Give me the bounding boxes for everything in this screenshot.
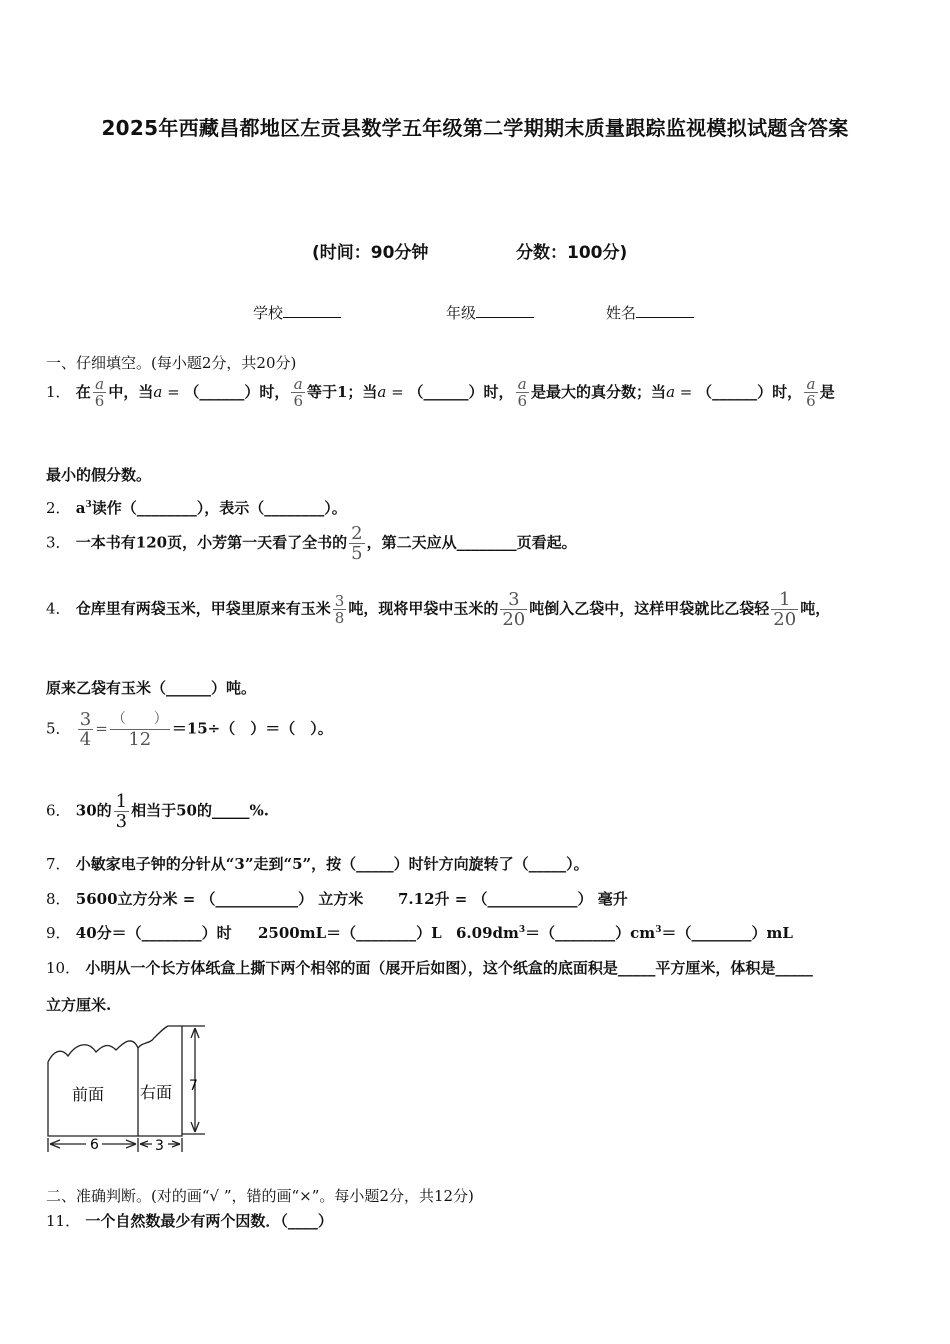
q6-text: 相当于50的_____%.	[131, 801, 269, 820]
q3-number: 3．	[46, 533, 71, 552]
q7-number: 7．	[46, 855, 71, 873]
q1-text: 等于1；当	[306, 383, 378, 401]
grade-blank[interactable]	[476, 305, 534, 318]
q11-text: 一个自然数最少有两个因数．（____）	[85, 1212, 333, 1230]
q10-line-2: 立方厘米.	[46, 996, 112, 1014]
q1-fraction-4: $\frac{a}{6}$	[806, 375, 816, 410]
exam-score: 分数：100分)	[516, 243, 628, 263]
q2-text: 读作（________），表示（________）。	[91, 499, 347, 517]
q4-text: 仓库里有两袋玉米，甲袋里原来有玉米	[75, 599, 331, 618]
question-2: 2． $a^3$读作（________），表示（________）。	[46, 499, 347, 517]
q1-text: 是最大的真分数；当	[531, 383, 667, 401]
grade-label: 年级	[446, 304, 477, 322]
q4-text: 吨，	[800, 599, 831, 618]
q10-text: 小明从一个长方体纸盒上撕下两个相邻的面（展开后如图），这个纸盒的底面积是_____平方厘米，体积是_____	[85, 959, 813, 977]
q10-figure	[40, 1020, 220, 1160]
q5-text: ＝15÷（ ）＝（ ）。	[171, 719, 333, 738]
dim-width-label: 6	[90, 1137, 99, 1153]
q8-part-2: 7.12升 = （____________） 毫升	[398, 890, 628, 908]
right-face-label: 右面	[140, 1083, 173, 1102]
name-field	[606, 302, 694, 323]
q5-fraction-1: $\frac{3}{4}$	[79, 709, 92, 750]
page-title: 2025年西藏昌都地区左贡县数学五年级第二学期期末质量跟踪监视模拟试题含答案	[101, 116, 849, 140]
q3-fraction: $\frac{2}{5}$	[351, 523, 363, 564]
q11-number: 11．	[46, 1212, 81, 1230]
q1-text: 在	[75, 383, 91, 401]
name-label: 姓名	[606, 304, 637, 322]
question-4	[46, 590, 830, 629]
q9-part-3: $6.09dm^3=(\_\_\_\_\_\_\_\_)cm^3=(\_\_\_\_\_\_\_\_)mL$	[456, 924, 793, 942]
q10-number: 10．	[46, 959, 81, 977]
q1-fraction-3: $\frac{a}{6}$	[517, 375, 528, 410]
exam-time: (时间：90分钟	[312, 243, 429, 263]
q3-text: 一本书有120页，小芳第一天看了全书的	[75, 533, 348, 552]
school-blank[interactable]	[283, 305, 341, 318]
q8-part-1: 5600立方分米 = （___________） 立方米	[75, 890, 364, 908]
q4-fraction-3: $\frac{1}{20}$	[773, 589, 797, 630]
q6-number: 6．	[46, 801, 71, 820]
grade-field	[446, 302, 534, 323]
q1-line-2: 最小的假分数。	[46, 466, 152, 484]
q3-text: ，第二天应从________页看起。	[366, 533, 577, 552]
q9-part-2: 2500mL＝（________）L	[258, 924, 442, 942]
q2-number: 2．	[46, 499, 71, 517]
dim-height-label: 7	[189, 1078, 198, 1094]
section-1-heading: 一、仔细填空。(每小题2分，共20分)	[46, 354, 297, 372]
q1-text: 中，当	[108, 383, 154, 401]
q5-number: 5．	[46, 719, 71, 738]
q5-fraction-2[interactable]: $\frac{( )}{12}$	[111, 711, 168, 750]
school-label: 学校	[253, 304, 284, 322]
q1-text: 是	[819, 383, 835, 401]
q4-number: 4．	[46, 599, 71, 618]
question-7	[46, 853, 589, 874]
q8-number: 8．	[46, 890, 71, 908]
question-6	[46, 792, 269, 831]
q7-text: 小敏家电子钟的分针从“3”走到“5”，按（_____）时针方向旋转了（_____）。	[75, 855, 589, 873]
question-10	[46, 957, 813, 978]
q1-blank-1[interactable]: （______）时，	[184, 383, 290, 401]
q4-text: 吨倒入乙袋中，这样甲袋就比乙袋轻	[529, 599, 770, 618]
q1-blank-2[interactable]: （______）时，	[408, 383, 514, 401]
question-5: 5． $\frac{3}{4}$ = $\frac{( )}{12}$ ＝15÷（ ）＝（ ）。	[46, 709, 333, 750]
dim-depth-label: 3	[155, 1138, 164, 1154]
q1-fraction-2: $\frac{a}{6}$	[293, 375, 303, 410]
question-11	[46, 1210, 333, 1231]
q1-number: 1．	[46, 383, 71, 401]
q6-text: 30的	[75, 801, 112, 820]
q1-blank-3[interactable]: （______）时，	[697, 383, 803, 401]
q4-line-2: 原来乙袋有玉米（______）吨。	[46, 679, 257, 697]
q1-fraction-1: $\frac{a}{6}$	[94, 375, 105, 410]
q6-fraction: $\frac{1}{3}$	[115, 791, 128, 832]
school-field	[253, 302, 341, 323]
question-8	[46, 888, 363, 909]
q9-number: 9．	[46, 924, 71, 942]
question-3	[46, 524, 577, 563]
q9-part-1: 40分＝（________）时	[75, 924, 232, 942]
section-2-heading: 二、准确判断。(对的画“√ ”，错的画“×”。每小题2分，共12分)	[46, 1187, 474, 1205]
q4-fraction-1: $\frac{3}{8}$	[334, 591, 345, 627]
name-blank[interactable]	[636, 305, 694, 318]
q4-text: 吨，现将甲袋中玉米的	[348, 599, 499, 618]
front-face-label: 前面	[72, 1085, 105, 1104]
question-1: 1． 在 $\frac{a}{6}$ 中，当a = （______）时， $\frac{a}{6}$ 等于1；当a = （______）时， $\frac{a}{6}$ 是最大的真分数；当a = （______）时， $\frac{a}{6}$ 是	[46, 375, 835, 410]
question-9	[46, 922, 232, 943]
right-face	[138, 1026, 182, 1136]
q4-fraction-2: $\frac{3}{20}$	[502, 589, 526, 630]
